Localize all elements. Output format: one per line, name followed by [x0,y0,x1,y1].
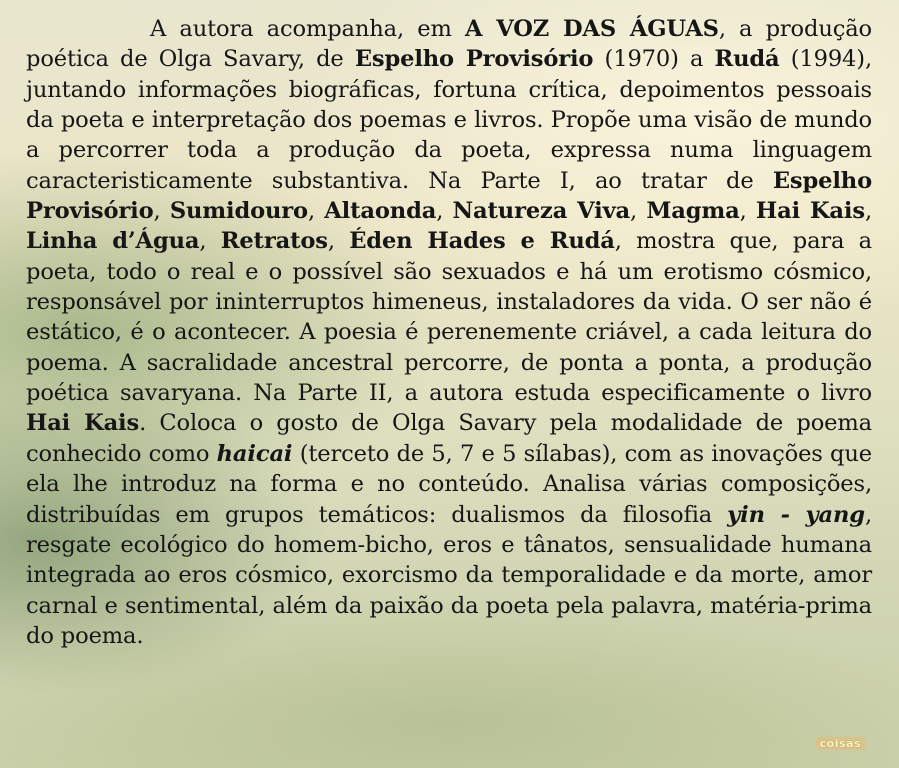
book-title: Hai Kais [755,198,865,225]
emphasis-term: yin - yang [727,501,865,528]
text-segment: , [864,198,872,225]
text-segment: , [307,198,325,225]
text-segment: , resgate ecológico do homem-bicho, eros e tânatos, sensualidade humana integrada ao eros cósmico, exorcismo da temporalidade e da morte, amor carnal e sentimental, além da paixão da poeta pela palavra, matéria-prima do poema. [26,501,872,649]
text-segment: A autora acompanha, em [150,16,465,42]
book-title: Hai Kais [26,410,140,437]
book-title: Sumidouro [169,198,308,225]
text-segment: . Coloca o gosto de Olga Savary pela modalidade de poema conhecido como [26,410,872,467]
text-segment: , [327,228,350,255]
text-segment: , [153,198,170,225]
description-paragraph [26,14,872,651]
book-title: Espelho Provisório [26,167,872,225]
book-title: Natureza Viva [452,198,631,225]
book-title: Linha d’Água [26,228,200,255]
emphasis-term: haicai [216,440,293,467]
publisher-logo: coisas [816,737,865,750]
book-title: Éden Hades e Rudá [349,228,615,255]
text-segment: , mostra que, para a poeta, todo o real e o possível são sexuados e há um erotismo cósmico, responsável por ininterruptos himeneus, instaladores da vida. O ser não é estático, é o acontecer. A poesia é perenemente criável, a cada leitura do poema. A sacralidade ancestral percorre, de ponta a ponta, a produção poética savaryana. Na Parte II, a autora estuda especificamente o livro [26,228,872,407]
text-segment: , a produção poética de Olga Savary, de [26,16,873,73]
book-title: A VOZ DAS ÁGUAS [464,16,719,42]
book-title: Magma [646,198,740,225]
text-segment: (1970) a [593,46,715,73]
text-segment: , [630,198,647,225]
text-segment: , [739,198,756,225]
book-description [26,14,872,651]
text-segment: , [199,228,221,255]
text-segment: , [436,198,453,225]
book-title: Altaonda [324,198,437,225]
book-title: Retratos [220,228,328,255]
text-segment: (terceto de 5, 7 e 5 sílabas), com as inovações que ela lhe introduz na forma e no conteúdo. Analisa várias composições, distribuídas em grupos temáticos: dualismos da filosofia [26,440,872,528]
text-segment: (1994), juntando informações biográficas, fortuna crítica, depoimentos pessoais da poeta e interpretação dos poemas e livros. Propõe uma visão de mundo a percorrer toda a produção da poeta, expressa numa linguagem caracteristicamente substantiva. Na Parte I, ao tratar de [26,46,872,194]
book-title: Rudá [714,46,780,73]
book-title: Espelho Provisório [354,46,594,73]
